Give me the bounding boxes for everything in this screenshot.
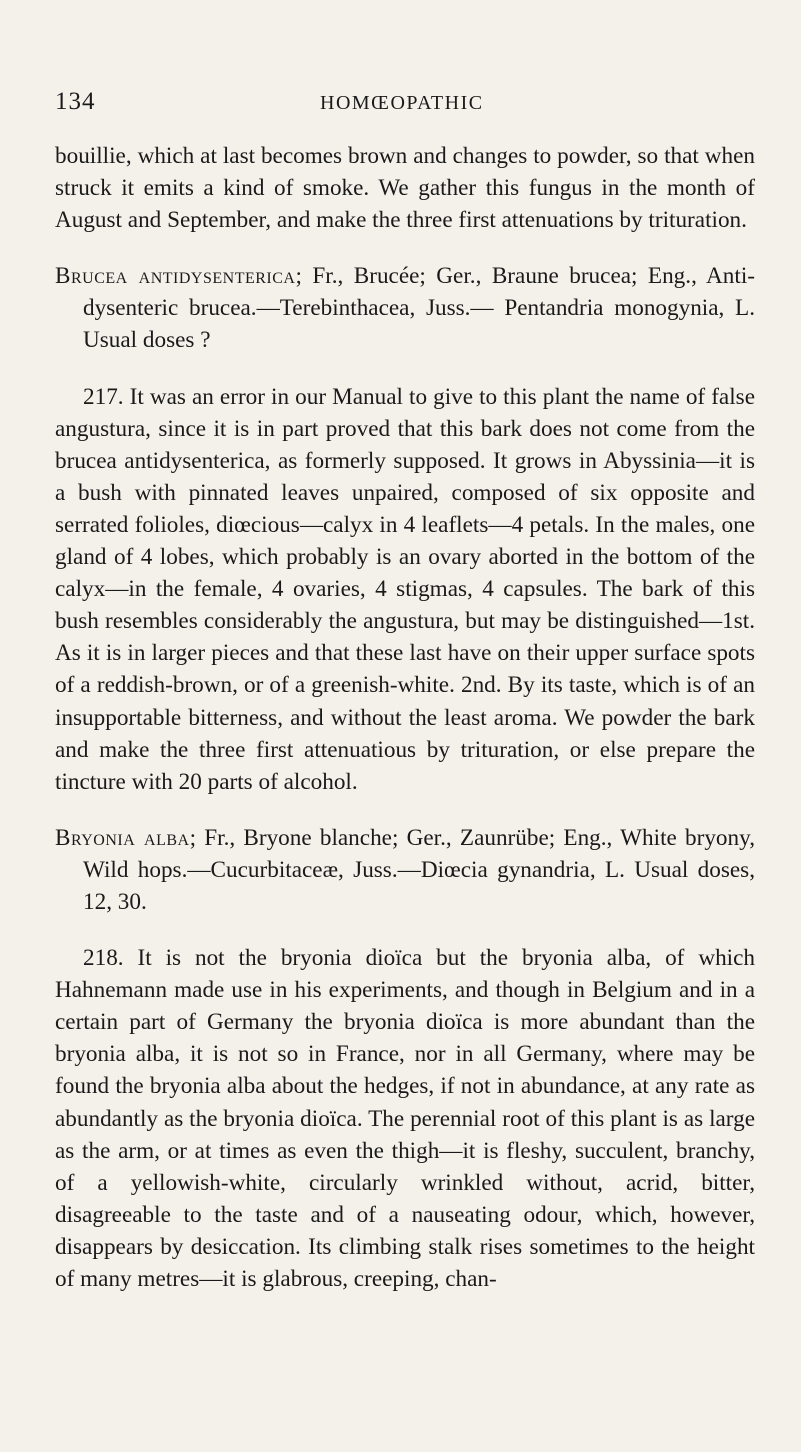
entry-brucea bbox=[55, 260, 755, 356]
paragraph-218: 218. It is not the bryonia dioïca but the bryonia alba, of which Hahnemann made use in his experiments, and though in Belgium and in a certain part of Germany the bryonia dioïca is more abundant than the bryonia alba, it is not so in France, nor in all Germany, where may be found the bryonia alba about the hedges, if not in abundance, at any rate as abundantly as the bryonia dioïca. The perennial root of this plant is as large as the arm, or at times as even the thigh—it is fleshy, succulent, branchy, of a yellowish-white, circularly wrinkled without, acrid, bitter, disagreeable to the taste and of a nauseating odour, which, however, disappears by desiccation. Its climbing stalk rises sometimes to the height of many metres—it is glabrous, creeping, chan- bbox=[55, 945, 755, 1292]
entry-body-brucea: ; Fr., Brucée; Ger., Braune brucea; Eng., Anti-dysenteric brucea.—Terebinthacea, Juss.— Pentandria monogynia, L. Usual doses ? bbox=[83, 263, 755, 354]
running-head bbox=[55, 88, 755, 118]
page-number: 134 bbox=[55, 88, 96, 115]
entry-title-brucea: Brucea antidysenterica bbox=[55, 263, 296, 290]
entry-body-bryonia: ; Fr., Bryone blanche; Ger., Zaunrübe; Eng., White bryony, Wild hops.—Cucurbitaceæ, Juss.—Diœcia gynandria, L. Usual doses, 12, 30. bbox=[83, 824, 755, 915]
running-title: HOMŒOPATHIC bbox=[320, 92, 484, 114]
entry-bryonia bbox=[55, 822, 755, 918]
paragraph-continuation: bouillie, which at last becomes brown and changes to powder, so that when struck it emits a kind of smoke. We gather this fungus in the month of August and September, and make the three first attenuations by trituration. bbox=[55, 143, 755, 234]
paragraph-217: 217. It was an error in our Manual to give to this plant the name of false angustura, since it is in part proved that this bark does not come from the brucea antidysenterica, as formerly supposed. It grows in Abyssinia—it is a bush with pinnated leaves unpaired, composed of six opposite and serrated folioles, diœcious—calyx in 4 leaflets—4 petals. In the males, one gland of 4 lobes, which probably is an ovary aborted in the bottom of the calyx—in the female, 4 ovaries, 4 stigmas, 4 capsules. The bark of this bush resembles considerably the angustura, but may be distinguished—1st. As it is in larger pieces and that these last have on their upper surface spots of a reddish-brown, or of a greenish-white. 2nd. By its taste, which is of an insupportable bitterness, and without the least aroma. We powder the bark and make the three first attenuatious by trituration, or else prepare the tincture with 20 parts of alcohol. bbox=[55, 383, 755, 795]
entry-title-bryonia: Bryonia alba bbox=[55, 824, 190, 851]
page-body bbox=[55, 140, 755, 1295]
